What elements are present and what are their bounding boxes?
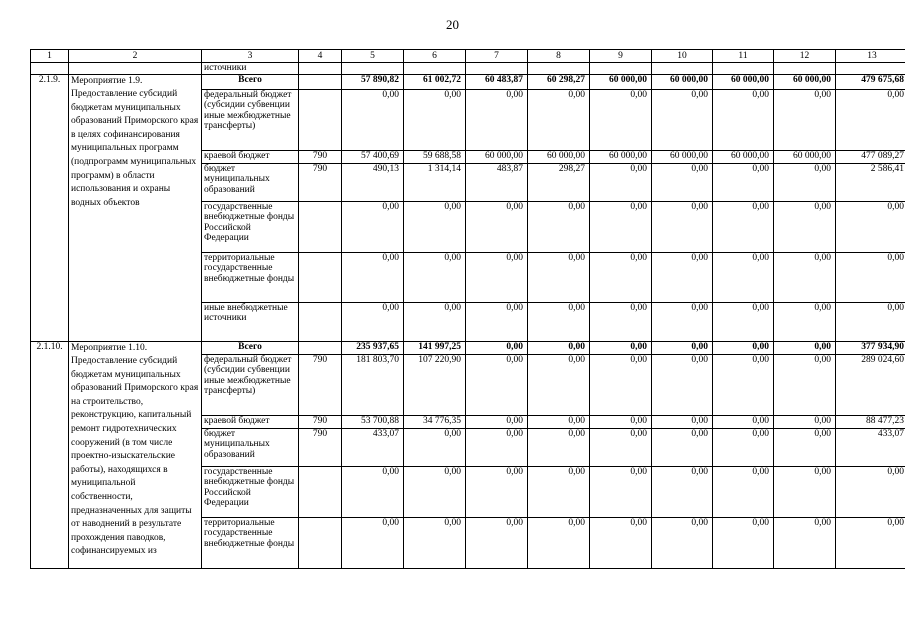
budget-code — [299, 74, 342, 89]
column-number: 6 — [404, 50, 466, 63]
amount-cell: 0,00 — [590, 163, 652, 201]
budget-table — [30, 49, 905, 569]
amount-cell: 0,00 — [528, 341, 590, 354]
measure-description: Мероприятие 1.9. Предоставление субсидий бюджетам муниципальных образований Приморского края в целях софинансирования муниципальных программ (подпрограмм муниципальных программ) в области использования и охраны водных объектов — [69, 74, 202, 341]
measure-description: Мероприятие 1.10. Предоставление субсидий бюджетам муниципальных образований Приморского края на строительство, реконструкцию, капитальный ремонт гидротехнических сооружений (в том числе проектно-изыскательские работы), находящихся в муниципальной собственности, предназначенных для защиты от наводнений в результате прохождения паводков, софинансируемых из — [69, 341, 202, 568]
amount-cell: 0,00 — [774, 354, 836, 415]
amount-cell: 0,00 — [528, 354, 590, 415]
cell-empty — [528, 63, 590, 75]
amount-cell: 289 024,60 — [836, 354, 905, 415]
amount-cell: 0,00 — [713, 354, 774, 415]
amount-cell: 60 000,00 — [774, 150, 836, 163]
amount-cell: 0,00 — [713, 415, 774, 428]
amount-cell: 141 997,25 — [404, 341, 466, 354]
amount-cell: 0,00 — [528, 302, 590, 341]
amount-cell: 0,00 — [404, 517, 466, 568]
amount-cell: 0,00 — [652, 252, 713, 302]
amount-cell: 0,00 — [836, 466, 905, 517]
amount-cell: 0,00 — [342, 466, 404, 517]
column-number: 7 — [466, 50, 528, 63]
amount-cell: 57 400,69 — [342, 150, 404, 163]
funding-source: иные внебюджетные источники — [202, 302, 299, 341]
amount-cell: 483,87 — [466, 163, 528, 201]
cell-empty — [590, 63, 652, 75]
amount-cell: 0,00 — [713, 341, 774, 354]
amount-cell: 0,00 — [404, 252, 466, 302]
funding-source: бюджет муниципальных образований — [202, 428, 299, 466]
amount-cell: 0,00 — [466, 415, 528, 428]
budget-code: 790 — [299, 163, 342, 201]
budget-code — [299, 201, 342, 252]
amount-cell: 0,00 — [528, 415, 590, 428]
amount-cell: 0,00 — [466, 517, 528, 568]
cell-empty — [466, 63, 528, 75]
amount-cell: 0,00 — [774, 302, 836, 341]
amount-cell: 433,07 — [342, 428, 404, 466]
amount-cell: 235 937,65 — [342, 341, 404, 354]
amount-cell: 0,00 — [774, 466, 836, 517]
funding-source: Всего — [202, 341, 299, 354]
m19-row — [31, 74, 905, 89]
funding-source: государственные внебюджетные фонды Российской Федерации — [202, 201, 299, 252]
amount-cell: 0,00 — [404, 428, 466, 466]
cell-empty — [404, 63, 466, 75]
budget-code: 790 — [299, 150, 342, 163]
amount-cell: 0,00 — [652, 201, 713, 252]
amount-cell: 0,00 — [774, 517, 836, 568]
amount-cell: 0,00 — [466, 201, 528, 252]
amount-cell: 0,00 — [713, 89, 774, 150]
funding-source: бюджет муниципальных образований — [202, 163, 299, 201]
amount-cell: 0,00 — [713, 466, 774, 517]
amount-cell: 0,00 — [590, 415, 652, 428]
amount-cell: 107 220,90 — [404, 354, 466, 415]
amount-cell: 0,00 — [528, 89, 590, 150]
column-number: 8 — [528, 50, 590, 63]
funding-source: федеральный бюджет (субсидии субвенции иные межбюджетные трансферты) — [202, 89, 299, 150]
column-number: 10 — [652, 50, 713, 63]
amount-cell: 0,00 — [590, 428, 652, 466]
amount-cell: 0,00 — [590, 466, 652, 517]
amount-cell: 0,00 — [652, 428, 713, 466]
budget-code — [299, 89, 342, 150]
column-number: 2 — [69, 50, 202, 63]
amount-cell: 0,00 — [528, 428, 590, 466]
funding-source: Всего — [202, 74, 299, 89]
measure-code: 2.1.9. — [31, 74, 69, 341]
page-number: 20 — [446, 17, 459, 32]
amount-cell: 433,07 — [836, 428, 905, 466]
amount-cell: 0,00 — [774, 428, 836, 466]
amount-cell: 0,00 — [528, 517, 590, 568]
amount-cell: 0,00 — [466, 341, 528, 354]
amount-cell: 88 477,23 — [836, 415, 905, 428]
amount-cell: 0,00 — [590, 341, 652, 354]
amount-cell: 53 700,88 — [342, 415, 404, 428]
amount-cell: 60 000,00 — [652, 150, 713, 163]
amount-cell: 0,00 — [713, 252, 774, 302]
amount-cell: 60 000,00 — [528, 150, 590, 163]
cell-empty — [774, 63, 836, 75]
amount-cell: 60 000,00 — [774, 74, 836, 89]
budget-code: 790 — [299, 415, 342, 428]
column-number: 11 — [713, 50, 774, 63]
funding-source: федеральный бюджет (субсидии субвенции иные межбюджетные трансферты) — [202, 354, 299, 415]
m110-row — [31, 341, 905, 354]
continuation-row — [31, 63, 905, 75]
amount-cell: 0,00 — [774, 163, 836, 201]
amount-cell: 0,00 — [774, 341, 836, 354]
amount-cell: 60 000,00 — [590, 74, 652, 89]
budget-code — [299, 252, 342, 302]
amount-cell: 1 314,14 — [404, 163, 466, 201]
amount-cell: 181 803,70 — [342, 354, 404, 415]
column-number: 13 — [836, 50, 905, 63]
amount-cell: 0,00 — [774, 252, 836, 302]
amount-cell: 0,00 — [774, 415, 836, 428]
cell-empty — [69, 63, 202, 75]
amount-cell: 0,00 — [342, 252, 404, 302]
amount-cell: 0,00 — [652, 302, 713, 341]
amount-cell: 0,00 — [774, 201, 836, 252]
amount-cell: 0,00 — [342, 302, 404, 341]
amount-cell: 60 000,00 — [466, 150, 528, 163]
funding-source: краевой бюджет — [202, 150, 299, 163]
amount-cell: 60 000,00 — [713, 150, 774, 163]
amount-cell: 0,00 — [590, 201, 652, 252]
budget-code — [299, 302, 342, 341]
amount-cell: 0,00 — [590, 252, 652, 302]
amount-cell: 0,00 — [836, 517, 905, 568]
amount-cell: 0,00 — [836, 89, 905, 150]
amount-cell: 0,00 — [528, 201, 590, 252]
amount-cell: 60 483,87 — [466, 74, 528, 89]
amount-cell: 0,00 — [590, 517, 652, 568]
amount-cell: 0,00 — [590, 302, 652, 341]
column-number: 9 — [590, 50, 652, 63]
amount-cell: 0,00 — [836, 302, 905, 341]
measure-code: 2.1.10. — [31, 341, 69, 568]
budget-code — [299, 466, 342, 517]
column-number: 3 — [202, 50, 299, 63]
amount-cell: 0,00 — [466, 302, 528, 341]
amount-cell: 0,00 — [774, 89, 836, 150]
amount-cell: 0,00 — [652, 341, 713, 354]
funding-source: территориальные государственные внебюджетные фонды — [202, 252, 299, 302]
amount-cell: 0,00 — [342, 517, 404, 568]
amount-cell: 60 000,00 — [652, 74, 713, 89]
amount-cell: 0,00 — [652, 89, 713, 150]
amount-cell: 0,00 — [590, 354, 652, 415]
amount-cell: 0,00 — [713, 201, 774, 252]
amount-cell: 0,00 — [466, 428, 528, 466]
budget-code — [299, 341, 342, 354]
amount-cell: 0,00 — [404, 302, 466, 341]
amount-cell: 61 002,72 — [404, 74, 466, 89]
amount-cell: 59 688,58 — [404, 150, 466, 163]
budget-code — [299, 517, 342, 568]
amount-cell: 0,00 — [652, 354, 713, 415]
cell-empty — [299, 63, 342, 75]
amount-cell: 0,00 — [466, 466, 528, 517]
funding-source: государственные внебюджетные фонды Российской Федерации — [202, 466, 299, 517]
amount-cell: 34 776,35 — [404, 415, 466, 428]
cell-empty — [836, 63, 905, 75]
amount-cell: 0,00 — [404, 201, 466, 252]
budget-code: 790 — [299, 428, 342, 466]
amount-cell: 0,00 — [652, 163, 713, 201]
amount-cell: 57 890,82 — [342, 74, 404, 89]
amount-cell: 0,00 — [836, 201, 905, 252]
amount-cell: 0,00 — [713, 163, 774, 201]
amount-cell: 0,00 — [466, 89, 528, 150]
amount-cell: 0,00 — [652, 415, 713, 428]
amount-cell: 0,00 — [342, 201, 404, 252]
amount-cell: 2 586,41 — [836, 163, 905, 201]
amount-cell: 479 675,68 — [836, 74, 905, 89]
cell-empty — [342, 63, 404, 75]
amount-cell: 60 000,00 — [590, 150, 652, 163]
budget-code: 790 — [299, 354, 342, 415]
cell-empty — [713, 63, 774, 75]
amount-cell: 0,00 — [713, 428, 774, 466]
column-number: 5 — [342, 50, 404, 63]
cell-empty — [31, 63, 69, 75]
column-number: 4 — [299, 50, 342, 63]
amount-cell: 0,00 — [342, 89, 404, 150]
cell-empty — [652, 63, 713, 75]
amount-cell: 0,00 — [466, 252, 528, 302]
amount-cell: 60 000,00 — [713, 74, 774, 89]
amount-cell: 477 089,27 — [836, 150, 905, 163]
amount-cell: 0,00 — [652, 517, 713, 568]
amount-cell: 0,00 — [836, 252, 905, 302]
amount-cell: 0,00 — [652, 466, 713, 517]
amount-cell: 0,00 — [590, 89, 652, 150]
amount-cell: 0,00 — [528, 466, 590, 517]
column-number: 1 — [31, 50, 69, 63]
amount-cell: 298,27 — [528, 163, 590, 201]
amount-cell: 60 298,27 — [528, 74, 590, 89]
funding-source: территориальные государственные внебюджетные фонды — [202, 517, 299, 568]
amount-cell: 0,00 — [404, 89, 466, 150]
funding-source: краевой бюджет — [202, 415, 299, 428]
amount-cell: 377 934,90 — [836, 341, 905, 354]
amount-cell: 0,00 — [466, 354, 528, 415]
amount-cell: 0,00 — [713, 517, 774, 568]
header-row — [31, 50, 905, 63]
amount-cell: 0,00 — [404, 466, 466, 517]
source-label: источники — [202, 63, 299, 75]
amount-cell: 0,00 — [528, 252, 590, 302]
amount-cell: 0,00 — [713, 302, 774, 341]
amount-cell: 490,13 — [342, 163, 404, 201]
column-number: 12 — [774, 50, 836, 63]
